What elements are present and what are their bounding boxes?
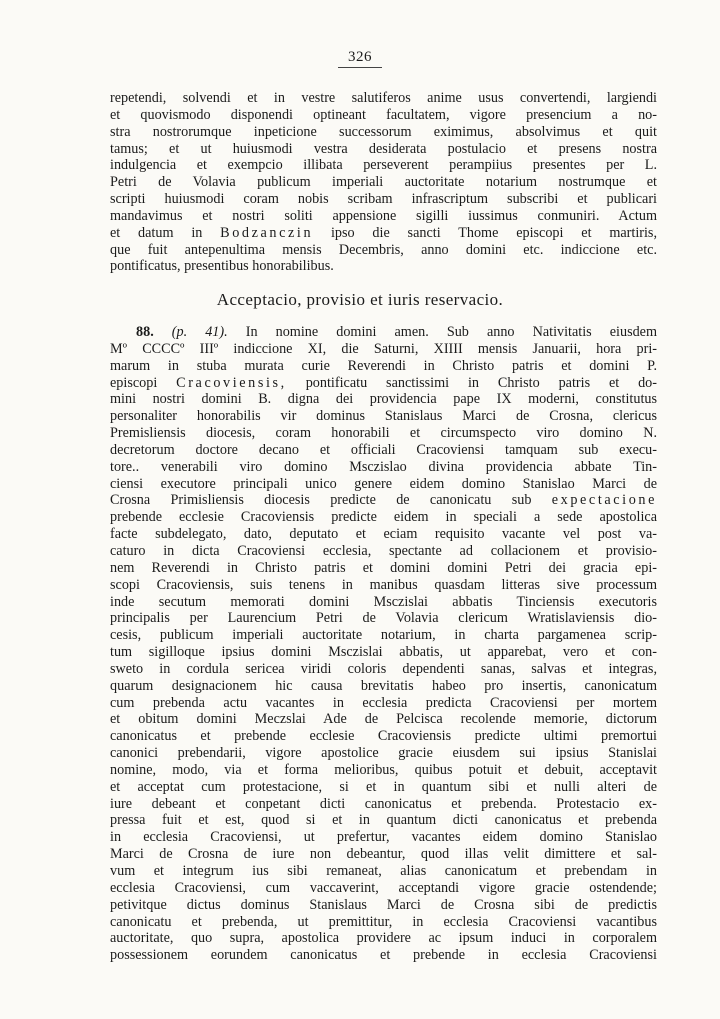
text-line: prebende ecclesie Cracoviensis predicte eidem in speciali a sede apostolica — [110, 509, 657, 526]
text-line — [110, 375, 657, 392]
text-line: tore.. venerabili viro domino Msczislao divina providencia abbate Tin- — [110, 458, 657, 475]
text-line: nem Reverendi in Christo patris et domini domini Petri dei gracia epi- — [110, 559, 657, 576]
text-fragment: Crosna Primisliensis diocesis predicte de canonicatu sub — [110, 492, 532, 509]
text-line: auctoritate, quo supra, apostolica providere ac ipsum induci in corporalem — [110, 930, 657, 947]
text-line: que fuit antepenultima mensis Decembris, anno domini etc. indiccione etc. — [110, 241, 657, 258]
place-name-spaced: Bodzanczin — [220, 224, 314, 241]
document-first-line — [110, 324, 657, 341]
text-fragment: pontificatu sanctissimi in Christo patris et do- — [305, 374, 658, 391]
text-line: marum in stuba murata curie Reverendi in Christo patris et domini P. — [110, 357, 657, 374]
text-line: mini nostri domini B. digna dei providencia pape IX moderni, constitutus — [110, 391, 657, 408]
text-line: inde secutum memorati domini Msczislai abbatis Tinciensis executoris — [110, 593, 657, 610]
text-line: repetendi, solvendi et in vestre salutiferos anime usus convertendi, largiendi — [110, 90, 657, 106]
text-line: et quovismodo disponendi optineant facultatem, vigore presencium a no- — [110, 106, 657, 123]
text-line: indulgencia et exempcio illibata perseverent perampiius presentes per L. — [110, 157, 657, 174]
text-line: scripti huiusmodi coram nobis scribam infrascriptum subscribi et publicari — [110, 191, 657, 208]
text-line: et obitum domini Meczslai Ade de Pelcisca recolende memorie, dictorum — [110, 711, 657, 728]
text-line: pressa fuit et est, quod si et in quantum dicti canonicatus et prebenda — [110, 812, 657, 829]
text-line: canonici prebendarii, vigore apostolice gracie eiusdem sui ipsius Stanislai — [110, 745, 657, 762]
text-line: ecclesia Cracoviensi, cum vaccaverint, acceptandi vigore gracie ostendende; — [110, 879, 657, 896]
text-line: canonicatu et prebenda, ut premittitur, in ecclesia Cracoviensi vacantibus — [110, 913, 657, 930]
text-line: pontificatus, presentibus honorabilibus. — [110, 258, 334, 275]
text-line: cum prebenda actu vacantes in ecclesia predicta Cracoviensi per mortem — [110, 694, 657, 711]
text-line: decretorum doctore decano et officiali Cracoviensi tamquam sub execu- — [110, 441, 657, 458]
section-heading: Acceptacio, provisio et iuris reservacio. — [216, 290, 504, 309]
text-line: Mº CCCCº IIIº indiccione XI, die Saturni, XIIII mensis Januarii, hora pri- — [110, 340, 657, 357]
text-line: Marci de Crosna de iure non debeantur, quod illas velit dimittere et sal- — [110, 846, 657, 863]
text-line: in ecclesia Cracoviensi, ut prefertur, vacantes eidem domino Stanislao — [110, 829, 657, 846]
text-line: possessionem eorundem canonicatus et prebende in ecclesia Cracoviensi — [110, 947, 657, 964]
text-line: Premisliensis diocesis, coram honorabili et circumspecto viro domino N. — [110, 425, 657, 442]
top-paragraph — [110, 90, 657, 275]
text-line: quarum designacionem hic causa brevitatis habeo pro insertis, canonicatum — [110, 677, 657, 694]
text-fragment: episcopi — [110, 374, 158, 391]
page-reference: (p. 41). — [171, 324, 228, 340]
spaced-word: Cracoviensis, — [176, 374, 287, 391]
spaced-word: expectacione — [551, 492, 657, 509]
text-line: caturo in dicta Cracoviensi ecclesia, spectante ad collacionem et provisio- — [110, 542, 657, 559]
page-number — [0, 49, 720, 68]
text-line: nomine, modo, via et forma melioribus, quibus potuit et debuit, acceptavit — [110, 761, 657, 778]
text-line: stra nostrorumque inpeticione successorum eximimus, absolvimus et quit — [110, 123, 657, 140]
text-line: sweto in cordula sericea viridi coloris dependenti sanas, salvas et integras, — [110, 660, 657, 677]
document-number: 88. — [136, 324, 154, 340]
page-number-value: 326 — [338, 49, 382, 68]
text-line — [110, 492, 657, 509]
text-line: vum et integrum ius sibi remaneat, alias canonicatum et prebendam in — [110, 863, 657, 879]
text-fragment: In nomine domini amen. Sub anno Nativitatis eiusdem — [245, 324, 658, 340]
text-line: principalis per Laurencium Petri de Volavia clericum Wratislaviensis dio- — [110, 610, 657, 627]
text-line: petivitque dictus dominus Stanislaus Marci de Crosna sibi de predictis — [110, 896, 657, 913]
text-line: iure debeant et conpetant dicti canonicatus et prebenda. Protestacio ex- — [110, 795, 657, 812]
document-88 — [110, 324, 657, 964]
text-line: ciensi executore principali unico genere eidem domino Stanislao Marci de — [110, 475, 657, 492]
text-line: Petri de Volavia publicum imperiali auctoritate notarium nostrumque et — [110, 174, 657, 191]
text-line: tamus; et ut huiusmodi vestra desiderata postulacio et presens nostra — [110, 140, 657, 157]
text-line: tum sigilloque ipsius domini Msczislai abbatis, ut apparebat, vero et con- — [110, 644, 657, 661]
text-line: et acceptat cum protestacione, si et in quantum sibi et nulli alteri de — [110, 778, 657, 795]
text-line: scopi Cracoviensis, suis tenens in manibus quasdam litteras sive processum — [110, 576, 657, 593]
text-fragment: et datum in — [110, 224, 203, 241]
text-line: facte subdelegato, dato, deputato et eciam requisito vacante vel post va- — [110, 526, 657, 543]
text-line — [110, 225, 657, 242]
text-line: cesis, publicum imperiali auctoritate notarium, in charta pargamenea scrip- — [110, 627, 657, 644]
text-fragment: ipso die sancti Thome episcopi et martiris, — [330, 224, 657, 241]
text-line: personaliter honorabilis vir dominus Stanislaus Marci de Crosna, clericus — [110, 408, 657, 425]
text-line: canonicatus et prebende ecclesie Cracoviensis predicte ultimi premortui — [110, 728, 657, 745]
text-line: mandavimus et nostri soliti appensione sigilli iussimus conmuniri. Actum — [110, 207, 657, 224]
